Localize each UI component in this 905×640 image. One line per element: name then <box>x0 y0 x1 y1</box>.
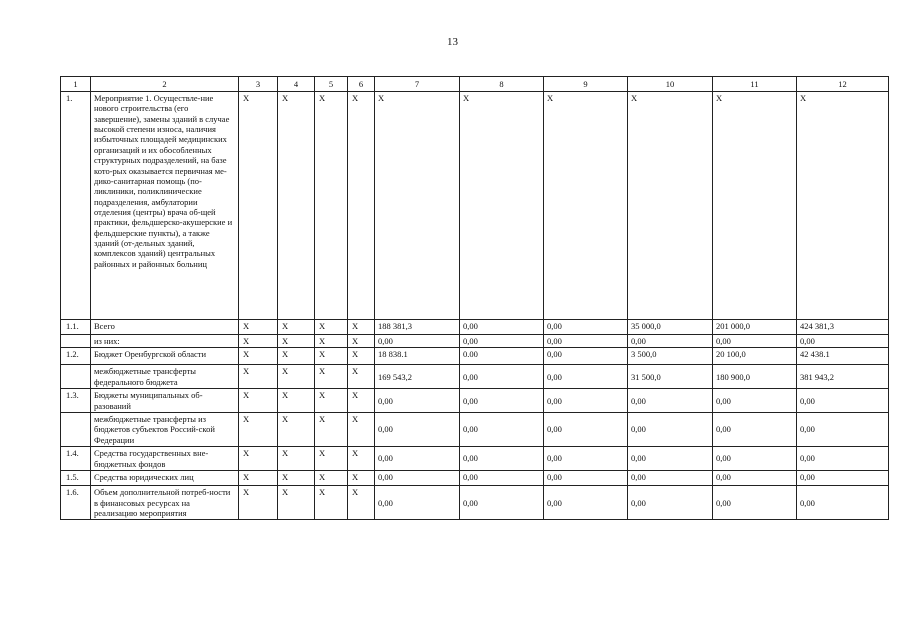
cell-c4: X <box>278 365 315 389</box>
cell-c3: X <box>239 486 278 520</box>
table-row <box>61 486 889 520</box>
cell-c4: X <box>278 348 315 365</box>
cell-c12: X <box>797 92 889 320</box>
cell-c7: 0,00 <box>375 447 460 471</box>
cell-c8: 0.00 <box>460 348 544 365</box>
column-header: 8 <box>460 77 544 92</box>
cell-c4: X <box>278 92 315 320</box>
cell-c7: 0,00 <box>375 471 460 486</box>
cell-c12: 0,00 <box>797 389 889 413</box>
cell-c10: 0,00 <box>628 413 713 447</box>
cell-c3: X <box>239 92 278 320</box>
cell-name: Средства юридических лиц <box>91 471 239 486</box>
cell-c8: 0,00 <box>460 413 544 447</box>
cell-c11: 0,00 <box>713 413 797 447</box>
cell-c3: X <box>239 365 278 389</box>
cell-num: 1. <box>61 92 91 320</box>
cell-c4: X <box>278 413 315 447</box>
cell-c12: 0,00 <box>797 471 889 486</box>
column-header: 6 <box>348 77 375 92</box>
cell-c9: 0,00 <box>544 413 628 447</box>
cell-name: Бюджеты муниципальных об-разований <box>91 389 239 413</box>
cell-c11: 0,00 <box>713 389 797 413</box>
cell-c11: 0,00 <box>713 486 797 520</box>
column-header: 3 <box>239 77 278 92</box>
cell-num <box>61 413 91 447</box>
cell-c8: 0,00 <box>460 335 544 348</box>
cell-c8: 0,00 <box>460 486 544 520</box>
cell-num: 1.1. <box>61 320 91 335</box>
cell-num: 1.6. <box>61 486 91 520</box>
cell-c10: 0,00 <box>628 389 713 413</box>
cell-c10: 0,00 <box>628 471 713 486</box>
cell-name: Бюджет Оренбургской области <box>91 348 239 365</box>
cell-c11: 180 900,0 <box>713 365 797 389</box>
table-row <box>61 471 889 486</box>
cell-c8: 0,00 <box>460 447 544 471</box>
cell-c5: X <box>315 348 348 365</box>
cell-c7: 0,00 <box>375 413 460 447</box>
cell-c5: X <box>315 413 348 447</box>
table-row <box>61 348 889 365</box>
cell-c12: 424 381,3 <box>797 320 889 335</box>
cell-c4: X <box>278 320 315 335</box>
cell-c7: 18 838.1 <box>375 348 460 365</box>
cell-c6: X <box>348 413 375 447</box>
cell-c10: 0,00 <box>628 335 713 348</box>
cell-c4: X <box>278 471 315 486</box>
column-header: 4 <box>278 77 315 92</box>
cell-num <box>61 335 91 348</box>
cell-num: 1.2. <box>61 348 91 365</box>
cell-c5: X <box>315 320 348 335</box>
cell-c5: X <box>315 471 348 486</box>
cell-c12: 0,00 <box>797 486 889 520</box>
cell-c7: 188 381,3 <box>375 320 460 335</box>
cell-c3: X <box>239 320 278 335</box>
cell-num: 1.5. <box>61 471 91 486</box>
column-header: 2 <box>91 77 239 92</box>
cell-c12: 381 943,2 <box>797 365 889 389</box>
cell-c10: X <box>628 92 713 320</box>
cell-c11: 0,00 <box>713 335 797 348</box>
financing-table <box>60 76 889 520</box>
table-row <box>61 389 889 413</box>
page-number: 13 <box>447 36 458 48</box>
cell-name: из них: <box>91 335 239 348</box>
cell-c9: X <box>544 92 628 320</box>
column-header: 1 <box>61 77 91 92</box>
cell-c11: 0,00 <box>713 447 797 471</box>
cell-c9: 0,00 <box>544 365 628 389</box>
cell-c10: 0,00 <box>628 447 713 471</box>
cell-c12: 0,00 <box>797 413 889 447</box>
table-row <box>61 335 889 348</box>
cell-c9: 0,00 <box>544 348 628 365</box>
cell-c3: X <box>239 413 278 447</box>
cell-c5: X <box>315 447 348 471</box>
cell-name: межбюджетные трансферты из бюджетов субъектов Россий-ской Федерации <box>91 413 239 447</box>
cell-name: Всего <box>91 320 239 335</box>
cell-c12: 0,00 <box>797 447 889 471</box>
cell-c5: X <box>315 389 348 413</box>
cell-c9: 0,00 <box>544 486 628 520</box>
cell-c8: X <box>460 92 544 320</box>
cell-c10: 35 000,0 <box>628 320 713 335</box>
cell-c11: 0,00 <box>713 471 797 486</box>
column-header: 12 <box>797 77 889 92</box>
cell-name: Мероприятие 1. Осуществле-ние нового строительства (его завершение), замены зданий в случае высокой степени износа, наличия избыточных площадей медицинских организаций и их обособленных структурных подразделений, на базе кото-рых оказывается первичная ме-дико-санитарная помощь (по-ликлиники, поликлинические подразделения, амбулатории отделения (центры) врача об-щей практики, фельдшерско-акушерские и фельдшерские пункты), а также зданий (от-дельных зданий, комплексов зданий) центральных районных и районных больниц <box>91 92 239 320</box>
cell-num: 1.3. <box>61 389 91 413</box>
cell-c4: X <box>278 335 315 348</box>
cell-c8: 0,00 <box>460 365 544 389</box>
cell-c4: X <box>278 389 315 413</box>
header-row <box>61 77 889 92</box>
cell-c6: X <box>348 486 375 520</box>
cell-c5: X <box>315 92 348 320</box>
cell-c5: X <box>315 486 348 520</box>
cell-num: 1.4. <box>61 447 91 471</box>
cell-c9: 0,00 <box>544 320 628 335</box>
cell-num <box>61 365 91 389</box>
cell-name: Объем дополнительной потреб-ности в финансовых ресурсах на реализацию мероприятия <box>91 486 239 520</box>
cell-c7: 169 543,2 <box>375 365 460 389</box>
cell-c11: 20 100,0 <box>713 348 797 365</box>
cell-c10: 0,00 <box>628 486 713 520</box>
cell-c3: X <box>239 348 278 365</box>
cell-c7: 0,00 <box>375 486 460 520</box>
cell-c9: 0,00 <box>544 389 628 413</box>
cell-c4: X <box>278 486 315 520</box>
column-header: 9 <box>544 77 628 92</box>
cell-c10: 3 500,0 <box>628 348 713 365</box>
cell-c6: X <box>348 389 375 413</box>
cell-c8: 0,00 <box>460 389 544 413</box>
cell-c12: 42 438.1 <box>797 348 889 365</box>
cell-name: межбюджетные трансферты федерального бюджета <box>91 365 239 389</box>
cell-c6: X <box>348 320 375 335</box>
cell-c7: X <box>375 92 460 320</box>
table-row <box>61 447 889 471</box>
table-row <box>61 92 889 320</box>
column-header: 7 <box>375 77 460 92</box>
table-body <box>61 92 889 520</box>
cell-c6: X <box>348 447 375 471</box>
cell-c10: 31 500,0 <box>628 365 713 389</box>
cell-c5: X <box>315 335 348 348</box>
cell-c6: X <box>348 348 375 365</box>
cell-c6: X <box>348 365 375 389</box>
cell-c11: 201 000,0 <box>713 320 797 335</box>
cell-c6: X <box>348 92 375 320</box>
table-row <box>61 365 889 389</box>
table-row <box>61 413 889 447</box>
cell-c8: 0,00 <box>460 471 544 486</box>
column-header: 10 <box>628 77 713 92</box>
table-row <box>61 320 889 335</box>
column-header: 5 <box>315 77 348 92</box>
cell-c6: X <box>348 335 375 348</box>
cell-c8: 0,00 <box>460 320 544 335</box>
cell-c3: X <box>239 447 278 471</box>
cell-name: Средства государственных вне-бюджетных фондов <box>91 447 239 471</box>
cell-c6: X <box>348 471 375 486</box>
cell-c9: 0,00 <box>544 471 628 486</box>
cell-c9: 0,00 <box>544 335 628 348</box>
cell-c12: 0,00 <box>797 335 889 348</box>
cell-c3: X <box>239 335 278 348</box>
cell-c9: 0,00 <box>544 447 628 471</box>
cell-c3: X <box>239 389 278 413</box>
cell-c7: 0,00 <box>375 389 460 413</box>
cell-c11: X <box>713 92 797 320</box>
cell-c7: 0,00 <box>375 335 460 348</box>
column-header: 11 <box>713 77 797 92</box>
cell-c5: X <box>315 365 348 389</box>
cell-c3: X <box>239 471 278 486</box>
cell-c4: X <box>278 447 315 471</box>
